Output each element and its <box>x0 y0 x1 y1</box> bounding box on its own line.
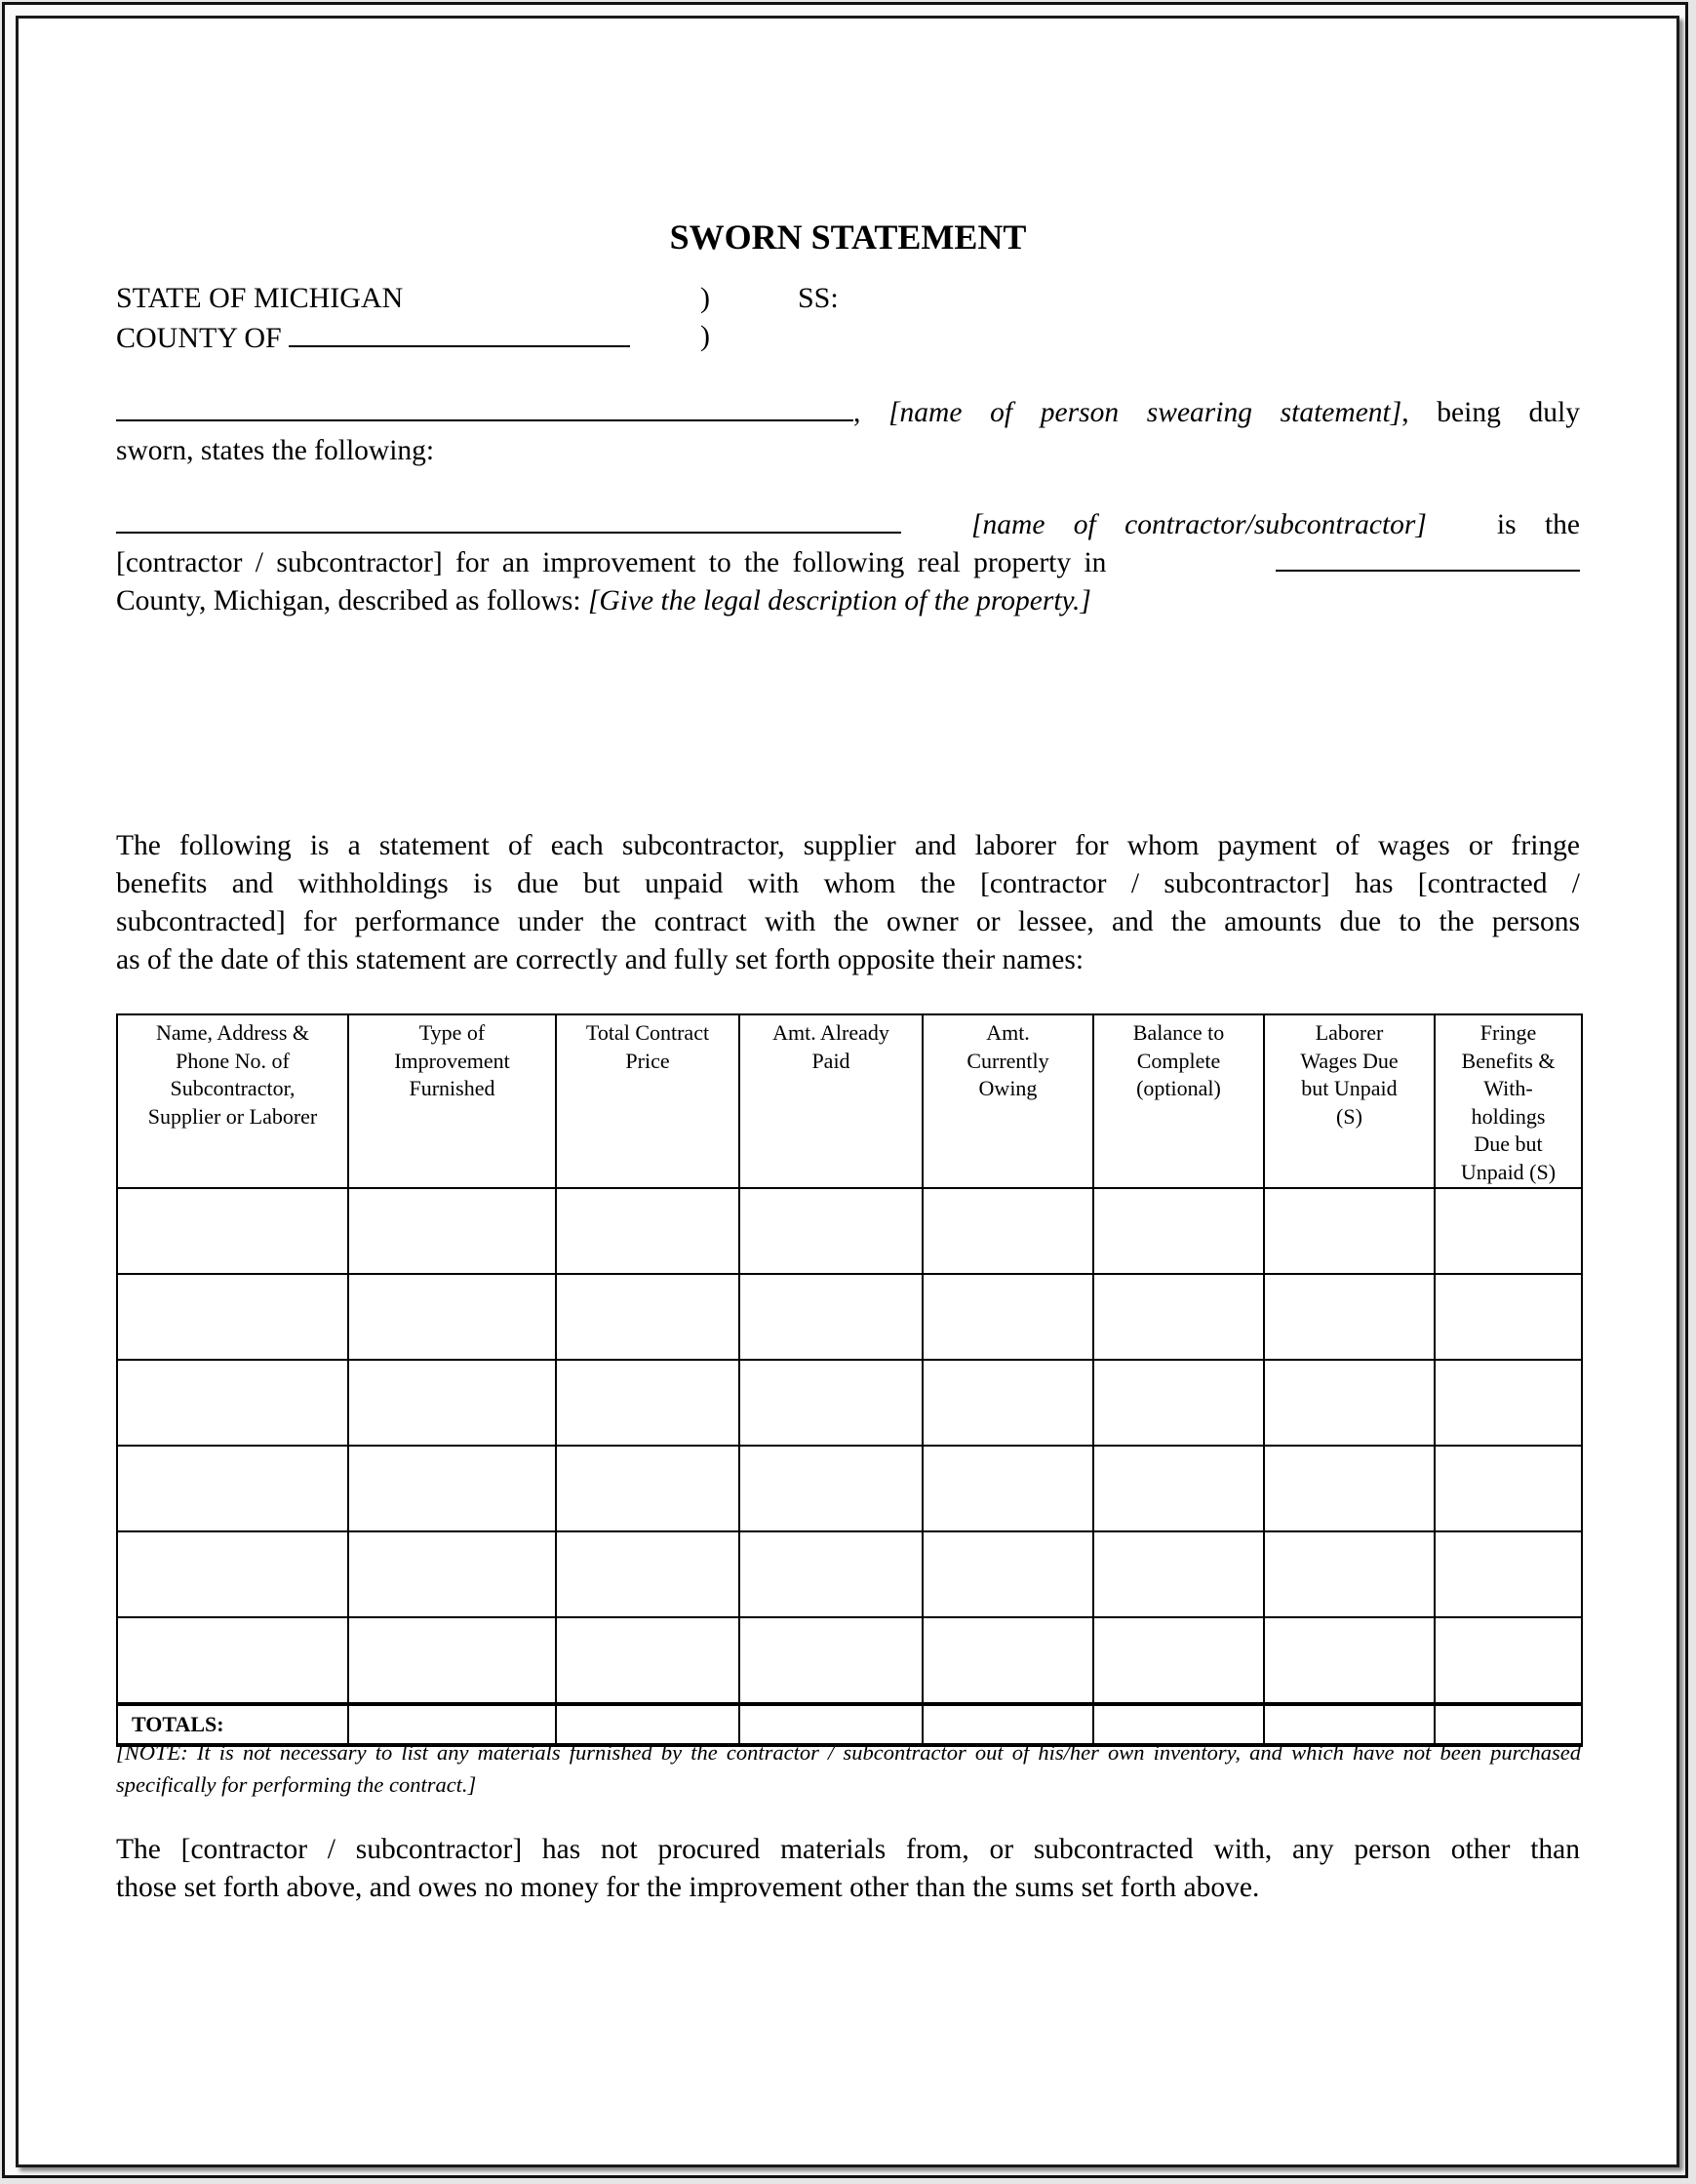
contractor-after-hint: is the <box>1496 509 1580 540</box>
table-cell[interactable] <box>1264 1617 1435 1704</box>
table-cell[interactable] <box>556 1617 739 1704</box>
contractor-line-2 <box>116 544 1580 582</box>
col-header-already-paid: Amt. Already Paid <box>739 1014 923 1188</box>
venue-paren-2: ) <box>700 320 710 352</box>
table-cell[interactable] <box>117 1531 348 1617</box>
affiant-line-2: sworn, states the following: <box>116 435 435 466</box>
table-cell[interactable] <box>1264 1188 1435 1274</box>
table-cell[interactable] <box>117 1446 348 1531</box>
table-cell[interactable] <box>923 1188 1093 1274</box>
document-title: SWORN STATEMENT <box>669 218 1027 257</box>
table-cell[interactable] <box>739 1531 923 1617</box>
table-cell[interactable] <box>1435 1188 1582 1274</box>
table-cell[interactable] <box>923 1360 1093 1446</box>
table-cell[interactable] <box>1435 1446 1582 1531</box>
venue-paren-1: ) <box>700 282 710 314</box>
table-row <box>117 1188 1582 1274</box>
property-county-input[interactable] <box>1276 544 1580 572</box>
table-cell[interactable] <box>117 1617 348 1704</box>
table-cell[interactable] <box>1435 1531 1582 1617</box>
contractor-line-3: County, Michigan, described as follows: [Give the legal description of the property.] <box>116 585 1091 616</box>
totals-label: TOTALS: <box>117 1704 348 1745</box>
table-cell[interactable] <box>1264 1360 1435 1446</box>
statement-line-1: The following is a statement of each subcontractor, supplier and laborer for whom payment of wages or fringe <box>116 830 1580 861</box>
inventory-note: [NOTE: It is not necessary to list any materials furnished by the contractor / subcontractor out of his/her own inventory, and which have not been purchased specifically for performing the contract.] <box>116 1740 1581 1797</box>
affiant-name-input[interactable] <box>116 394 853 421</box>
table-cell[interactable] <box>348 1274 556 1360</box>
contractor-line-2-text: [contractor / subcontractor] for an improvement to the following real property in <box>116 547 1107 578</box>
subcontractor-table <box>116 1013 1583 1747</box>
affiant-line-1: , [name of person swearing statement], being duly <box>116 394 1580 432</box>
ss-label: SS: <box>798 282 839 314</box>
table-cell[interactable] <box>1093 1531 1264 1617</box>
contractor-name-input[interactable] <box>116 506 901 534</box>
table-cell[interactable] <box>117 1188 348 1274</box>
table-cell[interactable] <box>923 1446 1093 1531</box>
table-cell[interactable] <box>739 1446 923 1531</box>
table-cell[interactable] <box>739 1274 923 1360</box>
table-cell[interactable] <box>923 1531 1093 1617</box>
table-cell[interactable] <box>348 1446 556 1531</box>
table-cell[interactable] <box>556 1188 739 1274</box>
table-cell[interactable] <box>1093 1188 1264 1274</box>
legal-description-hint: [Give the legal description of the property.] <box>587 585 1091 616</box>
statement-line-2: benefits and withholdings is due but unpaid with whom the [contractor / subcontractor] has [contracted / <box>116 868 1580 899</box>
col-header-total-price: Total Contract Price <box>556 1014 739 1188</box>
table-cell[interactable] <box>1093 1446 1264 1531</box>
col-header-balance: Balance to Complete (optional) <box>1093 1014 1264 1188</box>
col-header-laborer-wages: Laborer Wages Due but Unpaid (S) <box>1264 1014 1435 1188</box>
table-cell[interactable] <box>348 1531 556 1617</box>
affiant-hint: [name of person swearing statement] <box>888 397 1402 428</box>
state-label: STATE OF MICHIGAN <box>116 282 404 314</box>
affiant-after-hint: , being duly <box>1401 397 1580 428</box>
table-row <box>117 1446 1582 1531</box>
table-row <box>117 1360 1582 1446</box>
table-cell[interactable] <box>739 1617 923 1704</box>
table-cell[interactable] <box>556 1274 739 1360</box>
table-cell[interactable] <box>348 1617 556 1704</box>
statement-line-3: subcontracted] for performance under the contract with the owner or lessee, and the amounts due to the persons <box>116 906 1580 937</box>
table-cell[interactable] <box>1093 1617 1264 1704</box>
contractor-hint: [name of contractor/subcontractor] <box>971 509 1427 540</box>
table-cell[interactable] <box>1093 1274 1264 1360</box>
table-row <box>117 1274 1582 1360</box>
contractor-line-1 <box>116 506 1580 544</box>
table-cell[interactable] <box>923 1617 1093 1704</box>
table-cell[interactable] <box>556 1446 739 1531</box>
table-cell[interactable] <box>348 1360 556 1446</box>
table-header-row <box>117 1014 1582 1188</box>
table-cell[interactable] <box>1435 1360 1582 1446</box>
table-cell[interactable] <box>1435 1274 1582 1360</box>
table-cell[interactable] <box>117 1274 348 1360</box>
table-row <box>117 1617 1582 1704</box>
table-cell[interactable] <box>556 1360 739 1446</box>
table-cell[interactable] <box>117 1360 348 1446</box>
table-cell[interactable] <box>1264 1531 1435 1617</box>
county-label: COUNTY OF <box>116 322 282 354</box>
closing-line-1: The [contractor / subcontractor] has not procured materials from, or subcontracted with, any person other than <box>116 1834 1580 1865</box>
table-cell[interactable] <box>923 1274 1093 1360</box>
table-cell[interactable] <box>348 1188 556 1274</box>
col-header-type: Type of Improvement Furnished <box>348 1014 556 1188</box>
table-cell[interactable] <box>1093 1360 1264 1446</box>
table-row <box>117 1531 1582 1617</box>
col-header-currently-owing: Amt. Currently Owing <box>923 1014 1093 1188</box>
county-input[interactable] <box>289 320 630 347</box>
col-header-fringe-benefits: Fringe Benefits & With- holdings Due but Unpaid (S) <box>1435 1014 1582 1188</box>
table-cell[interactable] <box>1435 1617 1582 1704</box>
col-header-name: Name, Address & Phone No. of Subcontractor, Supplier or Laborer <box>117 1014 348 1188</box>
table-cell[interactable] <box>556 1531 739 1617</box>
table-cell[interactable] <box>739 1188 923 1274</box>
county-row <box>116 320 630 355</box>
table-cell[interactable] <box>1264 1274 1435 1360</box>
statement-line-4: as of the date of this statement are correctly and fully set forth opposite their names: <box>116 944 1085 975</box>
table-cell[interactable] <box>1264 1446 1435 1531</box>
closing-line-2: those set forth above, and owes no money for the improvement other than the sums set forth above. <box>116 1872 1260 1903</box>
table-cell[interactable] <box>739 1360 923 1446</box>
